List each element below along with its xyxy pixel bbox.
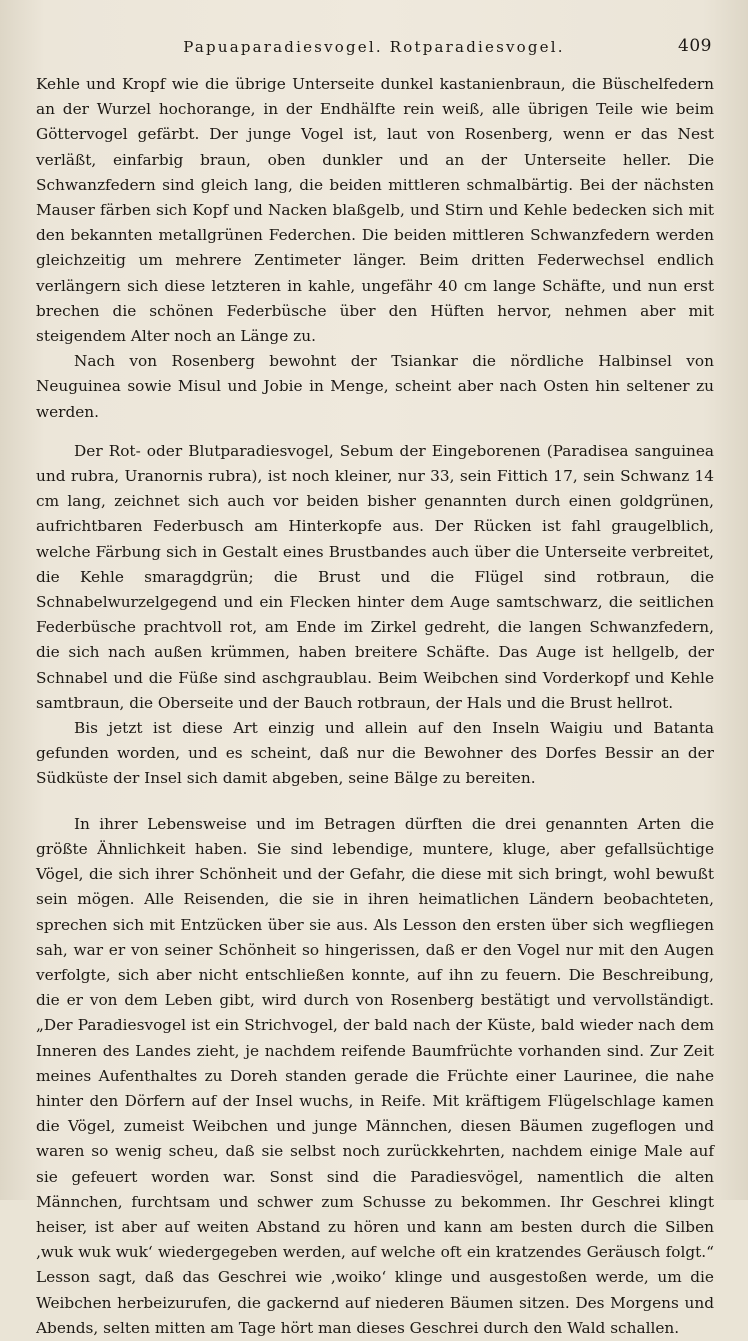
page-number: 409	[678, 36, 712, 56]
paragraph-5: In ihrer Lebensweise und im Betragen dürften die drei genannten Arten die größte Ähnlichkeit haben. Sie sind lebendige, muntere, kluge, aber gefallsüchtige Vögel, die sich ihrer Schönheit und der Gefahr, die diese mit sich bringt, wohl bewußt sein mögen. Alle Reisenden, die sie in ihren heimatlichen Ländern beobachteten, sprechen sich mit Entzücken über sie aus. Als Lesson den ersten über sich wegfliegen sah, war er von seiner Schönheit so hingerissen, daß er den Vogel nur mit den Augen verfolgte, sich aber nicht entschließen konnte, auf ihn zu feuern. Die Beschreibung, die er von dem Leben gibt, wird durch von Rosenberg bestätigt und vervollständigt. „Der Paradiesvogel ist ein Strichvogel, der bald nach der Küste, bald wieder nach dem Inneren des Landes zieht, je nachdem reifende Baumfrüchte vorhanden sind. Zur Zeit meines Aufenthaltes zu Doreh standen gerade die Früchte einer Laurinee, die nahe hinter den Dörfern auf der Insel wuchs, in Reife. Mit kräftigem Flügelschlage kamen die Vögel, zumeist Weibchen und junge Männchen, diesen Bäumen zugeflogen und waren so wenig scheu, daß sie selbst noch zurückkehrten, nachdem einige Male auf sie gefeuert worden war. Sonst sind die Paradiesvögel, namentlich die alten Männchen, furchtsam und schwer zum Schusse zu bekommen. Ihr Geschrei klingt heiser, ist aber auf weiten Abstand zu hören und kann am besten durch die Silben ‚wuk wuk wuk‘ wiedergegeben werden, auf welche oft ein kratzendes Geräusch folgt.“ Lesson sagt, daß das Geschrei wie ‚woiko‘ klinge und ausgestoßen werde, um die Weibchen herbeizurufen, die gackernd auf niederen Bäumen sitzen. Des Morgens und Abends, selten mitten am Tage hört man dieses Geschrei durch den Wald schallen.	[36, 814, 714, 1337]
running-head	[36, 36, 712, 60]
paragraph-1: Kehle und Kropf wie die übrige Unterseite dunkel kastanienbraun, die Büschelfedern an der Wurzel hochorange, in der Endhälfte rein weiß, alle übrigen Teile wie beim Göttervogel gefärbt. Der junge Vogel ist, laut von Rosenberg, wenn er das Nest verläßt, einfarbig braun, oben dunkler und an der Unterseite heller. Die Schwanzfedern sind gleich lang, die beiden mittleren schmalbärtig. Bei der nächsten Mauser färben sich Kopf und Nacken blaßgelb, und Stirn und Kehle bedecken sich mit den bekannten metallgrünen Federchen. Die beiden mittleren Schwanzfedern werden gleichzeitig um mehrere Zentimeter länger. Beim dritten Federwechsel endlich verlängern sich diese letzteren in kahle, ungefähr 40 cm lange Schäfte, und nun erst brechen die schönen Federbüsche über den Hüften hervor, nehmen aber mit steigendem Alter noch an Länge zu.	[36, 75, 714, 346]
paragraph-4: Bis jetzt ist diese Art einzig und allein auf den Inseln Waigiu und Batanta gefunden worden, und es scheint, daß nur die Bewohner des Dorfes Bessir an der Südküste der Insel sich damit abgeben, seine Bälge zu bereiten.	[36, 719, 714, 788]
paragraph-3: Der Rot- oder Blutparadiesvogel, Sebum der Eingeborenen (Paradisea sanguinea und rubra, Uranornis rubra), ist noch kleiner, nur 33, sein Fittich 17, sein Schwanz 14 cm lang, zeichnet sich auch vor beiden bisher genannten durch einen goldgrünen, aufrichtbaren Federbusch am Hinterkopfe aus. Der Rücken ist fahl graugelblich, welche Färbung sich in Gestalt eines Brustbandes auch über die Unterseite verbreitet, die Kehle smaragdgrün; die Brust und die Flügel sind rotbraun, die Schnabelwurzelgegend und ein Flecken hinter dem Auge samtschwarz, die seitlichen Federbüsche prachtvoll rot, am Ende im Zirkel gedreht, die langen Schwanzfedern, die sich nach außen krümmen, haben breitere Schäfte. Das Auge ist hellgelb, der Schnabel und die Füße sind aschgraublau. Beim Weibchen sind Vorderkopf und Kehle samtbraun, die Oberseite und der Bauch rotbraun, der Hals und die Brust hellrot.	[36, 441, 714, 712]
body-text	[36, 72, 714, 1341]
paragraph-2: Nach von Rosenberg bewohnt der Tsiankar die nördliche Halbinsel von Neuguinea sowie Misul und Jobie in Menge, scheint aber nach Osten hin seltener zu werden.	[36, 352, 714, 421]
running-head-title: Papuaparadiesvogel. Rotparadiesvogel.	[183, 38, 565, 56]
section-break	[36, 425, 714, 439]
section-break	[36, 792, 714, 812]
